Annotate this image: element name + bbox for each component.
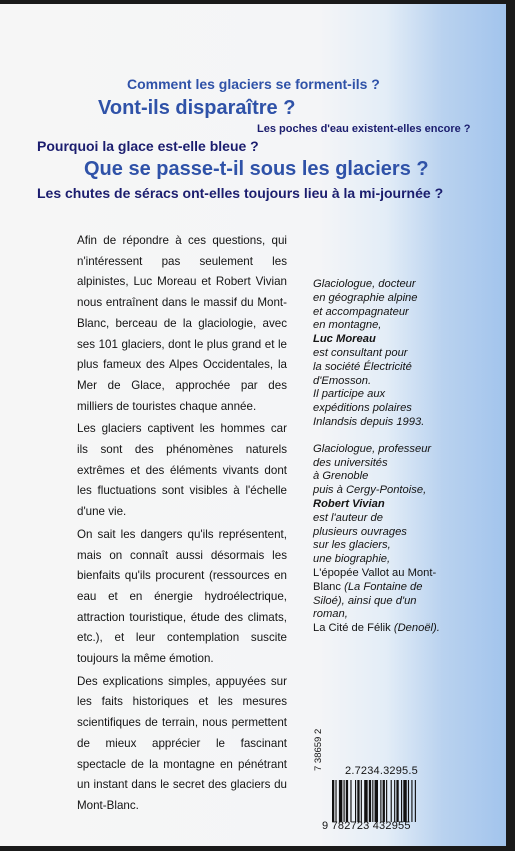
barcode-bar xyxy=(394,780,395,822)
barcode-bar xyxy=(346,780,348,822)
barcode-bar xyxy=(361,780,362,822)
summary-paragraph-2: Les glaciers captivent les hommes car ils sont des phénomènes naturels extrêmes et des éléments vivants dont les fluctuations sont visibles à l'échelle d'une vie. xyxy=(77,422,287,519)
barcode-bar xyxy=(350,780,351,822)
author-name-luc-moreau: Luc Moreau xyxy=(313,333,376,346)
bio1-line: Glaciologue, docteur xyxy=(313,278,416,290)
bio2-line: des universités xyxy=(313,456,388,469)
publisher-fontaine-de-siloe-cont: Siloé), xyxy=(313,594,345,607)
bio1-line: expéditions polaires xyxy=(313,402,412,415)
publisher-fontaine-de-siloe: (La Fontaine de xyxy=(344,580,423,593)
book-title-cite-de-felik: La Cité de Félik xyxy=(313,622,391,635)
bio2-novel-word: roman, xyxy=(313,608,348,621)
barcode-bar xyxy=(332,780,334,822)
bio1-line: d'Emosson. xyxy=(313,374,372,387)
book-title-epopee-vallot: L'épopée Vallot au Mont- xyxy=(313,566,437,579)
summary-paragraph-3: On sait les dangers qu'ils représentent, mais on connaît aussi désormais les bienfaits qu'ils procurent (ressources en eau et en énergie hydroélectrique, attraction touristique, étude des climats, etc.), et leur contemplation suscite toujours la même émotion. xyxy=(77,527,287,666)
question-3: Les poches d'eau existent-elles encore ? xyxy=(257,123,471,135)
question-2: Vont-ils disparaître ? xyxy=(98,97,296,119)
bio1-line: la société Électricité xyxy=(313,360,412,373)
publisher-denoel: (Denoël). xyxy=(393,622,440,635)
barcode-bar xyxy=(355,780,356,822)
bio-luc-moreau xyxy=(313,278,488,430)
summary-paragraph-1: Afin de répondre à ces questions, qui n'intéressent pas seulement les alpinistes, Luc Moreau et Robert Vivian nous entraînent dans le massif du Mont-Blanc, berceau de la glaciologie, avec ses 101 glaciers, dont le plus grand et le plus fameux des Alpes Occidentales, la Mer de Glace, approchée par des milliers de touristes chaque année. xyxy=(77,234,287,413)
barcode-bar xyxy=(375,780,378,822)
question-4: Pourquoi la glace est-elle bleue ? xyxy=(37,138,259,154)
barcode-bar xyxy=(383,780,385,822)
bio1-line: en montagne, xyxy=(313,319,382,332)
barcode-bar xyxy=(415,780,416,822)
barcode-bar xyxy=(391,780,392,822)
bio2-line: une biographie, xyxy=(313,553,391,566)
barcode-bar xyxy=(357,780,359,822)
top-border xyxy=(0,0,515,4)
barcode-side-code: 7 38659 2 xyxy=(313,728,324,771)
book-title-epopee-vallot-cont: Blanc xyxy=(313,580,341,593)
bio2-line: est l'auteur de xyxy=(313,511,383,524)
bio2-line: puis à Cergy-Pontoise, xyxy=(313,484,427,497)
barcode-bar xyxy=(339,780,342,822)
barcode-bar xyxy=(335,780,336,822)
summary-paragraph-4: Des explications simples, appuyées sur les faits historiques et les mesures scientifiques de terrain, nous permettent de mieux apprécier le fascinant spectacle de la montagne en pénétrant un instant dans le secret des glaciers du Mont-Blanc. xyxy=(77,674,287,812)
bio1-line: en géographie alpine xyxy=(313,291,418,304)
bio1-line: et accompagnateur xyxy=(313,305,409,318)
question-1: Comment les glaciers se forment-ils ? xyxy=(127,76,380,92)
barcode-bar xyxy=(408,780,409,822)
bio2-line: Glaciologue, professeur xyxy=(313,442,432,455)
barcode-bar xyxy=(386,780,387,822)
summary-text xyxy=(77,231,287,819)
bio2-novel-intro: ainsi que d'un xyxy=(347,594,417,607)
barcode-bar xyxy=(380,780,381,822)
barcode-bar xyxy=(344,780,345,822)
bio2-line: à Grenoble xyxy=(313,470,369,483)
barcode-bar xyxy=(401,780,402,822)
bottom-border xyxy=(0,846,515,851)
author-name-robert-vivian: Robert Vivian xyxy=(313,497,385,510)
bio-robert-vivian xyxy=(313,443,488,636)
bio1-line: Il participe aux xyxy=(313,388,386,401)
barcode-bar xyxy=(364,780,367,822)
barcode-bar xyxy=(369,780,371,822)
barcode-bar xyxy=(372,780,373,822)
barcode-bar xyxy=(411,780,412,822)
isbn: 2.7234.3295.5 xyxy=(345,765,418,777)
bio1-line: est consultant pour xyxy=(313,346,408,359)
barcode-digits: 9 782723 432955 xyxy=(322,820,411,832)
bio2-line: plusieurs ouvrages xyxy=(313,525,407,538)
question-5: Que se passe-t-il sous les glaciers ? xyxy=(84,158,429,180)
author-bios xyxy=(313,278,488,636)
right-border xyxy=(506,0,515,851)
bio1-line: Inlandsis depuis 1993. xyxy=(313,415,425,428)
bio2-line: sur les glaciers, xyxy=(313,539,391,552)
barcode-bar xyxy=(396,780,398,822)
barcode-icon xyxy=(332,780,452,822)
barcode-bar xyxy=(403,780,406,822)
question-6: Les chutes de séracs ont-elles toujours lieu à la mi-journée ? xyxy=(37,185,444,201)
